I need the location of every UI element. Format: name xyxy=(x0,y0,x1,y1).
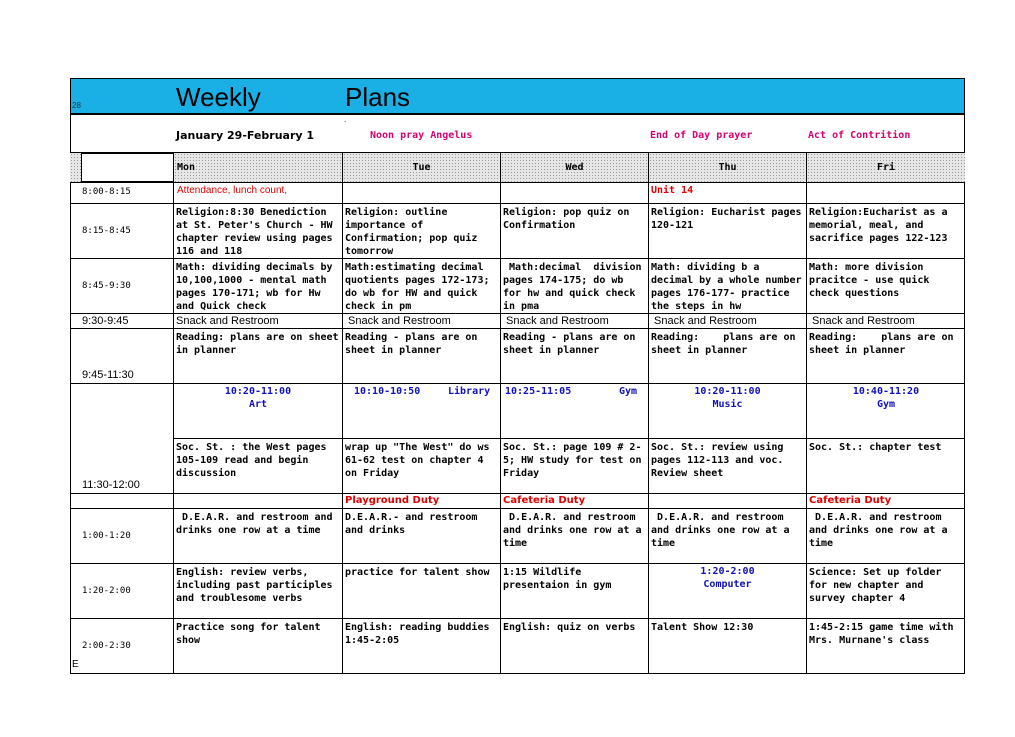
special-tue-label: Library xyxy=(448,386,491,397)
title-plans: Plans xyxy=(345,82,411,112)
day-label: Mon xyxy=(177,162,196,173)
day-header-thu xyxy=(649,153,807,182)
cell-thu-r5: Reading: plans are on sheet in planner xyxy=(651,332,802,356)
cell-fri-r11: 1:45-2:15 game time with Mrs. Murnane's class xyxy=(809,622,954,646)
date-range: January 29-February 1 xyxy=(176,129,315,142)
special-wed-time: 10:25-11:05 xyxy=(505,386,572,397)
cell-mon-r7: Soc. St. : the West pages 105-109 read and begin discussion xyxy=(176,442,327,479)
special-thu-r10-label: Computer xyxy=(703,579,752,590)
cell-tue-r3: Math:estimating decimal quotients pages 172-173; do wb for HW and quick check in pm xyxy=(345,262,490,312)
day-header-mon xyxy=(174,153,343,182)
cell-thu-r2: Religion: Eucharist pages 120-121 xyxy=(651,207,802,231)
cell-wed-r4: Snack and Restroom xyxy=(503,315,609,327)
dot-mark: . xyxy=(344,115,347,124)
noon-prayer: Noon pray Angelus xyxy=(370,130,473,141)
day-header-fri xyxy=(807,153,965,182)
cell-mon-r3: Math: dividing decimals by 10,100,1000 - mental math pages 170-171; wb for Hw and Quick check xyxy=(176,262,333,312)
cell-wed-r3: Math:decimal division pages 174-175; do wb for hw and quick check in pma xyxy=(503,262,648,312)
row-divider xyxy=(70,493,965,494)
special-wed-label: Gym xyxy=(619,386,638,397)
time-slot: 8:15-8:45 xyxy=(82,226,131,236)
duty-tue: Playground Duty xyxy=(345,495,440,506)
cell-thu-r9: D.E.A.R. and restroom and drinks one row at a time xyxy=(651,512,796,549)
time-slot: 2:00-2:30 xyxy=(82,641,131,651)
time-slot: 8:45-9:30 xyxy=(82,281,131,291)
time-slot: 1:00-1:20 xyxy=(82,531,131,541)
day-label: Tue xyxy=(412,162,431,173)
cell-mon-r4: Snack and Restroom xyxy=(176,315,279,327)
page-number: 28 xyxy=(72,101,81,110)
cell-mon-r1: Attendance, lunch count, xyxy=(177,185,288,196)
cell-tue-r9: D.E.A.R.- and restroom and drinks xyxy=(345,512,478,536)
day-header-tue xyxy=(343,153,501,182)
row-divider xyxy=(70,383,965,384)
cell-fri-r10: Science: Set up folder for new chapter and survey chapter 4 xyxy=(809,567,942,604)
cell-wed-r7: Soc. St.: page 109 # 2-5; HW study for test on Friday xyxy=(503,442,642,479)
day-label: Wed xyxy=(565,162,584,173)
cell-fri-r4: Snack and Restroom xyxy=(809,315,915,327)
special-thu-r10-time: 1:20-2:00 xyxy=(700,566,755,577)
cell-thu-r3: Math: dividing b a decimal by a whole number pages 176-177- practice the steps in hw xyxy=(651,262,802,312)
duty-fri: Cafeteria Duty xyxy=(809,495,892,506)
duty-wed: Cafeteria Duty xyxy=(503,495,586,506)
footer-letter: E xyxy=(72,659,79,670)
cell-wed-r10: 1:15 Wildlife presentaion in gym xyxy=(503,567,612,591)
cell-mon-r11: Practice song for talent show xyxy=(176,622,321,646)
time-slot: 1:20-2:00 xyxy=(82,586,131,596)
cell-fri-r2: Religion:Eucharist as a memorial, meal, and sacrifice pages 122-123 xyxy=(809,207,948,244)
time-slot: 9:30-9:45 xyxy=(82,315,129,327)
special-tue-time: 10:10-10:50 xyxy=(354,386,421,397)
cell-tue-r7: wrap up "The West" do ws 61-62 test on chapter 4 on Friday xyxy=(345,442,490,479)
special-fri-time: 10:40-11:20 xyxy=(852,386,920,397)
act-of-contrition: Act of Contrition xyxy=(808,130,911,141)
day-header-wed xyxy=(501,153,649,182)
day-label: Fri xyxy=(876,162,896,173)
cell-wed-r2: Religion: pop quiz on Confirmation xyxy=(503,207,630,231)
cell-fri-r7: Soc. St.: chapter test xyxy=(809,442,942,453)
cell-thu-r4: Snack and Restroom xyxy=(651,315,757,327)
special-fri-label: Gym xyxy=(876,399,896,410)
special-thu-time: 10:20-11:00 xyxy=(694,386,761,397)
cell-wed-r9: D.E.A.R. and restroom and drinks one row at a time xyxy=(503,512,648,549)
row-divider xyxy=(70,313,965,314)
end-of-day-prayer: End of Day prayer xyxy=(650,130,753,141)
cell-fri-r9: D.E.A.R. and restroom and drinks one row at a time xyxy=(809,512,954,549)
cell-wed-r5: Reading - plans are on sheet in planner xyxy=(503,332,636,356)
special-mon-time: 10:20-11:00 xyxy=(224,386,292,397)
time-slot: 9:45-11:30 xyxy=(82,369,134,381)
cell-thu-r7: Soc. St.: review using pages 112-113 and voc. Review sheet xyxy=(651,442,784,479)
cell-thu-r11: Talent Show 12:30 xyxy=(651,622,754,633)
cell-tue-r2: Religion: outline importance of Confirmation; pop quiz tomorrow xyxy=(345,207,478,257)
time-slot: 11:30-12:00 xyxy=(82,479,140,491)
cell-tue-r4: Snack and Restroom xyxy=(345,315,451,327)
cell-mon-r2: Religion:8:30 Benediction at St. Peter's Church - HW chapter review using pages 116 and 118 xyxy=(176,207,333,257)
header-left-stub xyxy=(70,153,82,182)
day-label: Thu xyxy=(718,162,737,173)
cell-tue-r5: Reading - plans are on sheet in planner xyxy=(345,332,478,356)
cell-fri-r5: Reading: plans are on sheet in planner xyxy=(809,332,960,356)
weekly-plan-sheet xyxy=(70,78,965,674)
special-thu-label: Music xyxy=(712,399,743,410)
cell-wed-r11: English: quiz on verbs xyxy=(503,622,636,633)
title-weekly: Weekly xyxy=(176,82,261,112)
cell-tue-r11: English: reading buddies 1:45-2:05 xyxy=(345,622,490,646)
cell-tue-r10: practice for talent show xyxy=(345,567,490,578)
cell-thu-r1: Unit 14 xyxy=(651,185,694,196)
time-slot: 8:00-8:15 xyxy=(82,187,131,197)
special-mon-label: Art xyxy=(248,399,268,410)
cell-mon-r9: D.E.A.R. and restroom and drinks one row at a time xyxy=(176,512,339,536)
cell-mon-r10: English: review verbs, including past participles and troublesome verbs xyxy=(176,567,333,604)
cell-mon-r5: Reading: plans are on sheet in planner xyxy=(176,332,339,356)
cell-fri-r3: Math: more division pracitce - use quick check questions xyxy=(809,262,930,299)
